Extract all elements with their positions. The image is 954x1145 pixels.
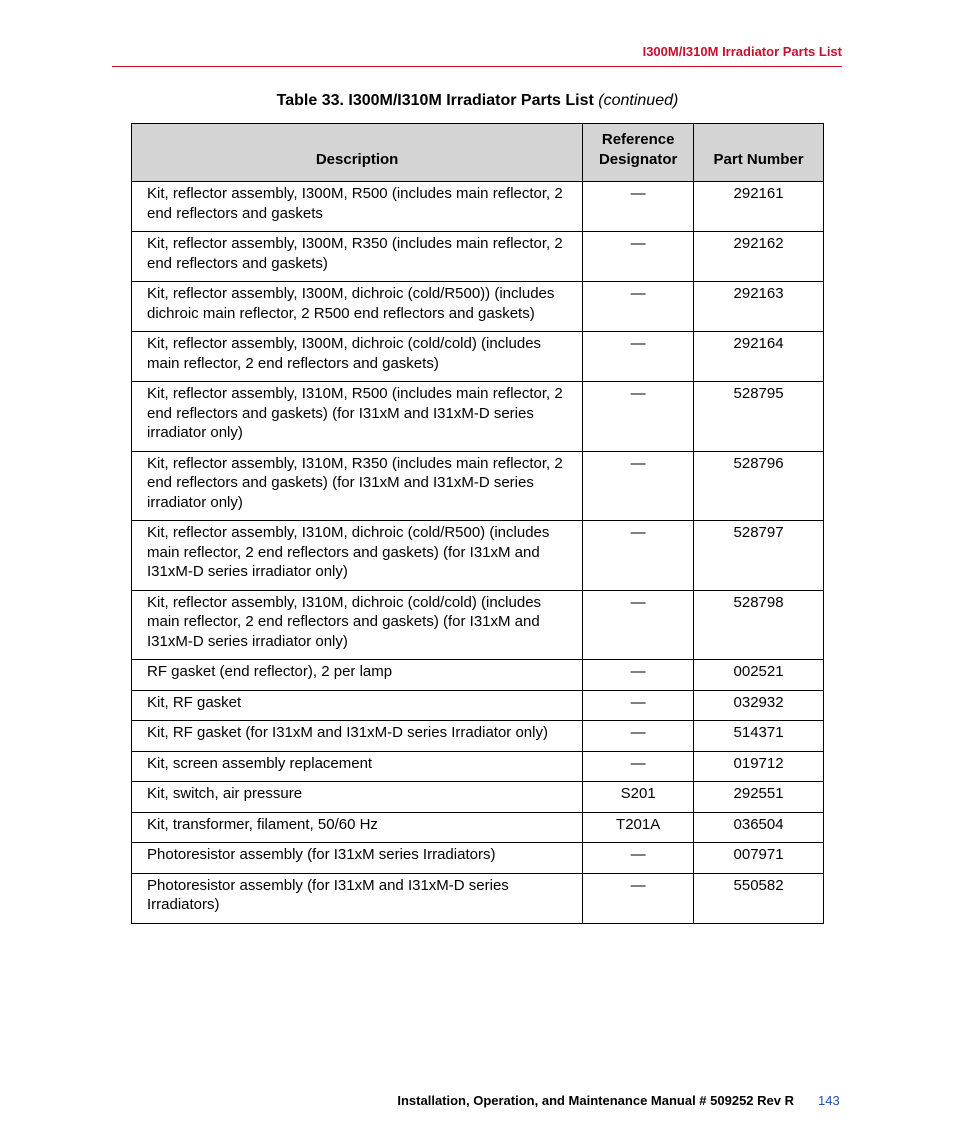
cell-reference-designator: — [583, 751, 694, 782]
cell-description: Kit, reflector assembly, I310M, dichroic (cold/cold) (includes main reflector, 2 end reflectors and gaskets) (for I31xM and I31xM-D series irradiator only) [132, 590, 583, 660]
table-row [132, 782, 824, 813]
table-row [132, 873, 824, 923]
cell-description: Kit, reflector assembly, I310M, dichroic (cold/R500) (includes main reflector, 2 end reflectors and gaskets) (for I31xM and I31xM-D series irradiator only) [132, 521, 583, 591]
cell-description: Photoresistor assembly (for I31xM and I31xM-D series Irradiators) [132, 873, 583, 923]
table-row [132, 721, 824, 752]
running-header-title: I300M/I310M Irradiator Parts List [642, 44, 842, 59]
cell-description: Kit, reflector assembly, I300M, dichroic (cold/R500)) (includes dichroic main reflector, 2 R500 end reflectors and gaskets) [132, 282, 583, 332]
cell-reference-designator: S201 [583, 782, 694, 813]
cell-part-number: 292164 [694, 332, 824, 382]
cell-part-number: 528797 [694, 521, 824, 591]
table-header-row [132, 124, 824, 182]
cell-description: Kit, transformer, filament, 50/60 Hz [132, 812, 583, 843]
column-header-part-number: Part Number [694, 124, 824, 182]
table-row [132, 332, 824, 382]
cell-part-number: 514371 [694, 721, 824, 752]
cell-reference-designator: — [583, 690, 694, 721]
header-rule [112, 66, 842, 67]
cell-description: Kit, reflector assembly, I300M, R350 (includes main reflector, 2 end reflectors and gaskets) [132, 232, 583, 282]
table-row [132, 382, 824, 452]
cell-reference-designator: — [583, 451, 694, 521]
table-row [132, 521, 824, 591]
cell-description: Kit, reflector assembly, I310M, R500 (includes main reflector, 2 end reflectors and gaskets) (for I31xM and I31xM-D series irradiator only) [132, 382, 583, 452]
page-number: 143 [818, 1093, 840, 1108]
cell-part-number: 550582 [694, 873, 824, 923]
table-row [132, 690, 824, 721]
cell-reference-designator: — [583, 721, 694, 752]
cell-description: Kit, RF gasket [132, 690, 583, 721]
cell-reference-designator: — [583, 521, 694, 591]
table-row [132, 812, 824, 843]
table-row [132, 232, 824, 282]
cell-part-number: 036504 [694, 812, 824, 843]
cell-part-number: 528798 [694, 590, 824, 660]
cell-reference-designator: — [583, 873, 694, 923]
column-header-description: Description [132, 124, 583, 182]
cell-description: Kit, reflector assembly, I300M, dichroic (cold/cold) (includes main reflector, 2 end reflectors and gaskets) [132, 332, 583, 382]
table-row [132, 282, 824, 332]
cell-description: Photoresistor assembly (for I31xM series Irradiators) [132, 843, 583, 874]
cell-description: Kit, screen assembly replacement [132, 751, 583, 782]
table-row [132, 843, 824, 874]
table-row [132, 590, 824, 660]
cell-part-number: 002521 [694, 660, 824, 691]
cell-reference-designator: T201A [583, 812, 694, 843]
table-caption-continued: (continued) [598, 92, 679, 109]
cell-description: Kit, switch, air pressure [132, 782, 583, 813]
cell-part-number: 292162 [694, 232, 824, 282]
cell-part-number: 528795 [694, 382, 824, 452]
table-row [132, 182, 824, 232]
cell-part-number: 292163 [694, 282, 824, 332]
cell-description: Kit, reflector assembly, I300M, R500 (includes main reflector, 2 end reflectors and gaskets [132, 182, 583, 232]
column-header-reference-designator [583, 124, 694, 182]
cell-reference-designator: — [583, 843, 694, 874]
column-header-reference-line2: Designator [598, 150, 678, 168]
table-caption-text: Table 33. I300M/I310M Irradiator Parts List [276, 92, 594, 109]
table-row [132, 660, 824, 691]
cell-part-number: 019712 [694, 751, 824, 782]
cell-reference-designator: — [583, 382, 694, 452]
cell-description: Kit, reflector assembly, I310M, R350 (includes main reflector, 2 end reflectors and gaskets) (for I31xM and I31xM-D series irradiator only) [132, 451, 583, 521]
cell-reference-designator: — [583, 232, 694, 282]
cell-reference-designator: — [583, 332, 694, 382]
cell-description: Kit, RF gasket (for I31xM and I31xM-D series Irradiator only) [132, 721, 583, 752]
parts-table [131, 123, 824, 924]
column-header-reference-line1: Reference [601, 131, 675, 148]
cell-part-number: 528796 [694, 451, 824, 521]
cell-reference-designator: — [583, 182, 694, 232]
cell-part-number: 292551 [694, 782, 824, 813]
cell-reference-designator: — [583, 282, 694, 332]
cell-description: RF gasket (end reflector), 2 per lamp [132, 660, 583, 691]
footer-manual-title: Installation, Operation, and Maintenance Manual # 509252 Rev R [397, 1093, 794, 1108]
table-row [132, 751, 824, 782]
table-row [132, 451, 824, 521]
cell-part-number: 032932 [694, 690, 824, 721]
table-caption [131, 92, 824, 110]
cell-reference-designator: — [583, 590, 694, 660]
cell-part-number: 007971 [694, 843, 824, 874]
cell-reference-designator: — [583, 660, 694, 691]
cell-part-number: 292161 [694, 182, 824, 232]
